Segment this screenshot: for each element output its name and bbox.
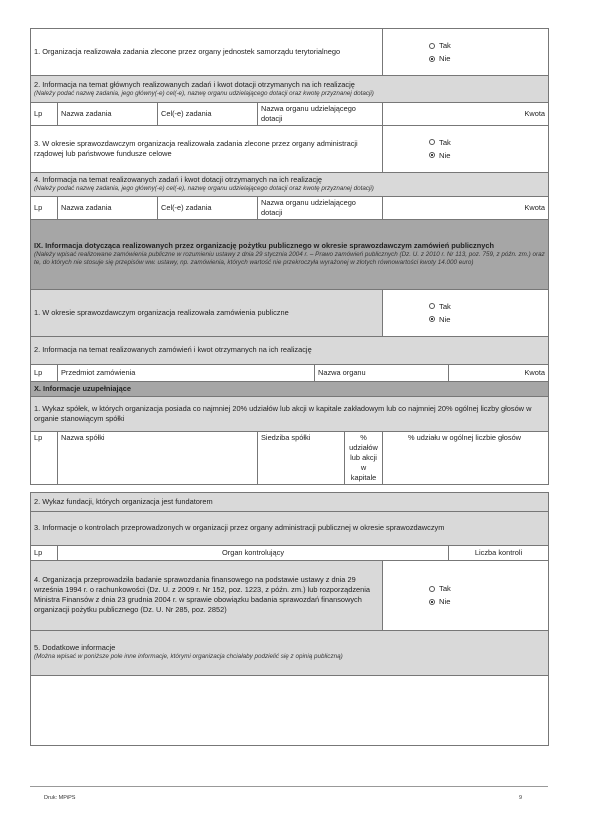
x-q5-note: (Można wpisać w poniższe pole inne informacje, którymi organizacja chciałaby podzielić się z opinią publiczną) bbox=[34, 652, 343, 660]
col-task-goal: Cel(-e) zadania bbox=[158, 103, 258, 126]
q2-note: (Należy podać nazwę zadania, jego główny(-e) cel(-e), nazwę organu udzielającego dotacji oraz kwotę przyznanej dotacji) bbox=[34, 89, 374, 97]
footer-print-label: Druk: MPiPS bbox=[44, 795, 76, 801]
q2-label: 2. Informacja na temat głównych realizowanych zadań i kwot dotacji otrzymanych na ich realizację bbox=[34, 79, 355, 89]
col-shares-percent: % udziałów lub akcji w kapitale bbox=[345, 431, 383, 484]
q2-header bbox=[31, 76, 549, 103]
x-q4-radio-yes[interactable]: Tak bbox=[429, 582, 548, 595]
col-grant-authority: Nazwa organu udzielającego dotacji bbox=[258, 196, 383, 219]
x-q5-header bbox=[31, 630, 549, 675]
ix-q1-label: 1. W okresie sprawozdawczym organizacja realizowała zamówienia publiczne bbox=[31, 289, 383, 336]
radio-unchecked-icon bbox=[429, 586, 435, 592]
task-table-header-2 bbox=[31, 196, 549, 219]
x-q4-radio-group bbox=[383, 560, 549, 630]
col-votes-percent: % udziału w ogólnej liczbie głosów bbox=[383, 431, 549, 484]
ix-q1-radio-no[interactable]: Nie bbox=[429, 313, 548, 326]
col-company-seat: Siedziba spółki bbox=[258, 431, 345, 484]
radio-unchecked-icon bbox=[429, 43, 435, 49]
col-task-goal: Cel(-e) zadania bbox=[158, 196, 258, 219]
radio-checked-icon bbox=[429, 316, 435, 322]
col-grant-authority: Nazwa organu udzielającego dotacji bbox=[258, 103, 383, 126]
q3-radio-group bbox=[383, 125, 549, 172]
q3-radio-yes[interactable]: Tak bbox=[429, 136, 548, 149]
q1-radio-group bbox=[383, 29, 549, 76]
radio-checked-icon bbox=[429, 56, 435, 62]
x-q2-label: 2. Wykaz fundacji, których organizacja jest fundatorem bbox=[31, 492, 549, 511]
col-amount: Kwota bbox=[383, 103, 549, 126]
procurement-table-header bbox=[31, 364, 549, 381]
q4-header bbox=[31, 172, 549, 196]
x-q4-label: 4. Organizacja przeprowadziła badanie sprawozdania finansowego na podstawie ustawy z dnia 29 września 1994 r. o rachunkowości (Dz. U. z 2009 r. Nr 152, poz. 1223, z późn. zm.) lub rozporządzenia Ministra Finansów z dnia 23 grudnia 2004 r. w sprawie obowiązku badania sprawozdań finansowych organizacji pożytku publicznego (Dz. U. Nr 285, poz. 2852) bbox=[31, 560, 383, 630]
col-lp: Lp bbox=[31, 431, 58, 484]
q1-radio-yes[interactable]: Tak bbox=[429, 39, 548, 52]
section-ix-note: (Należy wpisać realizowane zamówienia publiczne w rozumieniu ustawy z dnia 29 stycznia 2004 r. – Prawo zamówień publicznych (Dz. U. z 2010 r. Nr 113, poz. 759, z późn. zm.) oraz te, do których nie stosuje się przepisów ww. ustawy, np. zamówienia, których wartość nie przekroczyła wyrażonej w złotych równowartości kwoty 14.000 euro) bbox=[34, 251, 545, 267]
col-lp: Lp bbox=[31, 545, 58, 560]
ix-q2-label: 2. Informacja na temat realizowanych zamówień i kwot otrzymanych na ich realizację bbox=[31, 336, 549, 364]
ix-q1-radio-group bbox=[383, 289, 549, 336]
x-q5-label: 5. Dodatkowe informacje bbox=[34, 642, 116, 652]
x-q4-radio-no[interactable]: Nie bbox=[429, 595, 548, 608]
additional-info-field[interactable] bbox=[31, 675, 549, 745]
q4-label: 4. Informacja na temat realizowanych zadań i kwot dotacji otrzymanych na ich realizację bbox=[34, 175, 322, 185]
x-q3-label: 3. Informacje o kontrolach przeprowadzonych w organizacji przez organy administracji publicznej w okresie sprawozdawczym bbox=[31, 511, 549, 545]
col-authority-name: Nazwa organu bbox=[315, 364, 449, 381]
task-table-header bbox=[31, 103, 549, 126]
page-number: 9 bbox=[518, 795, 522, 801]
ix-q1-radio-yes[interactable]: Tak bbox=[429, 300, 548, 313]
q3-label: 3. W okresie sprawozdawczym organizacja realizowała zadania zlecone przez organy administracji rządowej lub państwowe fundusze celowe bbox=[31, 125, 383, 172]
page-footer bbox=[30, 786, 548, 801]
companies-table-header bbox=[31, 431, 549, 484]
col-lp: Lp bbox=[31, 364, 58, 381]
col-control-count: Liczba kontroli bbox=[449, 545, 549, 560]
col-task-name: Nazwa zadania bbox=[58, 103, 158, 126]
q4-note: (Należy podać nazwę zadania, jego główny(-e) cel(-e), nazwę organu udzielającego dotacji oraz kwotę przyznanej dotacji) bbox=[34, 185, 374, 193]
report-form bbox=[30, 28, 548, 746]
x-q1-label: 1. Wykaz spółek, w których organizacja posiada co najmniej 20% udziałów lub akcji w kapitale zakładowym lub co najmniej 20% ogólnej liczby głosów w organie stanowiącym spółki bbox=[31, 396, 549, 431]
section-ix-title: IX. Informacja dotycząca realizowanych przez organizację pożytku publicznego w okresie sprawozdawczym zamówień publicznych bbox=[34, 241, 494, 251]
radio-unchecked-icon bbox=[429, 139, 435, 145]
col-subject: Przedmiot zamówienia bbox=[58, 364, 315, 381]
section-x-title: X. Informacje uzupełniające bbox=[31, 381, 549, 396]
radio-checked-icon bbox=[429, 599, 435, 605]
q1-label: 1. Organizacja realizowała zadania zlecone przez organy jednostek samorządu terytorialnego bbox=[31, 29, 383, 76]
col-amount: Kwota bbox=[449, 364, 549, 381]
col-lp: Lp bbox=[31, 103, 58, 126]
section-ix-header bbox=[31, 219, 549, 289]
radio-unchecked-icon bbox=[429, 303, 435, 309]
col-company-name: Nazwa spółki bbox=[58, 431, 258, 484]
col-control-authority: Organ kontrolujący bbox=[58, 545, 449, 560]
col-lp: Lp bbox=[31, 196, 58, 219]
q3-radio-no[interactable]: Nie bbox=[429, 149, 548, 162]
controls-table-header bbox=[31, 545, 549, 560]
radio-checked-icon bbox=[429, 152, 435, 158]
col-task-name: Nazwa zadania bbox=[58, 196, 158, 219]
q1-radio-no[interactable]: Nie bbox=[429, 52, 548, 65]
col-amount: Kwota bbox=[383, 196, 549, 219]
spacer bbox=[31, 484, 549, 492]
